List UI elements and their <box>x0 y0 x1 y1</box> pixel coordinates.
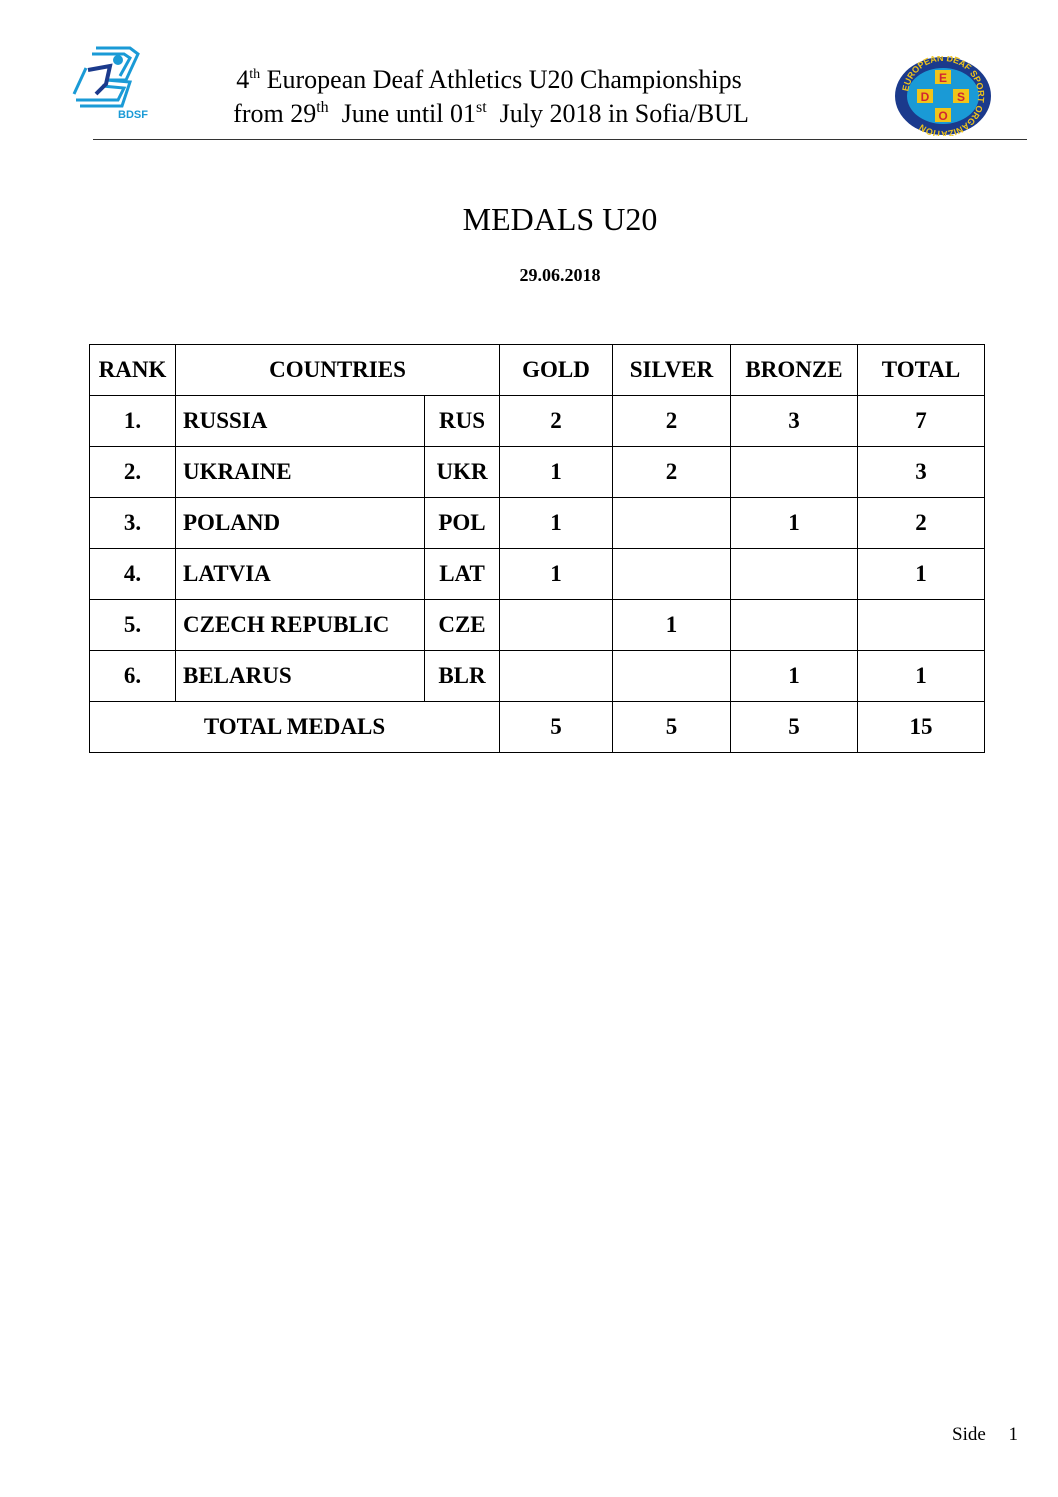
cell-gold: 1 <box>500 447 613 498</box>
totals-row <box>90 702 985 753</box>
cell-bronze: 1 <box>731 498 858 549</box>
cell-code: BLR <box>425 651 500 702</box>
cell-country: LATVIA <box>176 549 425 600</box>
cell-silver: 2 <box>613 396 731 447</box>
header-number: 4 <box>236 65 250 94</box>
cell-silver <box>613 549 731 600</box>
cell-rank: 6. <box>90 651 176 702</box>
header-dates-mid: June until 01 <box>328 99 476 128</box>
cell-total: 1 <box>858 549 985 600</box>
totals-silver: 5 <box>613 702 731 753</box>
cell-rank: 3. <box>90 498 176 549</box>
cell-country: BELARUS <box>176 651 425 702</box>
cell-total: 3 <box>858 447 985 498</box>
cell-bronze: 1 <box>731 651 858 702</box>
cell-total: 2 <box>858 498 985 549</box>
header-silver: SILVER <box>613 345 731 396</box>
totals-label: TOTAL MEDALS <box>90 702 500 753</box>
header-ordinal: th <box>249 67 261 82</box>
header-countries: COUNTRIES <box>176 345 500 396</box>
table-row <box>90 549 985 600</box>
header-line-1 <box>0 64 1018 96</box>
footer-page-number: 1 <box>1008 1424 1019 1445</box>
cell-silver <box>613 651 731 702</box>
page-title: MEDALS U20 <box>462 201 658 237</box>
edso-ring-text: EUROPEAN DEAF SPORT ORGANIZATION <box>900 56 987 136</box>
table-row <box>90 447 985 498</box>
cell-country: UKRAINE <box>176 447 425 498</box>
totals-gold: 5 <box>500 702 613 753</box>
cell-rank: 5. <box>90 600 176 651</box>
cell-bronze <box>731 447 858 498</box>
cell-gold: 1 <box>500 549 613 600</box>
table-row <box>90 396 985 447</box>
totals-total: 15 <box>858 702 985 753</box>
cell-silver: 1 <box>613 600 731 651</box>
cell-total: 1 <box>858 651 985 702</box>
cell-silver: 2 <box>613 447 731 498</box>
cell-total: 7 <box>858 396 985 447</box>
header-divider <box>93 139 1027 140</box>
page-date: 29.06.2018 <box>519 265 601 285</box>
cell-rank: 1. <box>90 396 176 447</box>
cell-gold <box>500 600 613 651</box>
cell-code: LAT <box>425 549 500 600</box>
header-total: TOTAL <box>858 345 985 396</box>
header-bronze: BRONZE <box>731 345 858 396</box>
totals-bronze: 5 <box>731 702 858 753</box>
header-line-2 <box>0 98 1020 130</box>
cell-rank: 2. <box>90 447 176 498</box>
edso-letter-o: O <box>938 109 948 123</box>
bdsf-logo-text: BDSF <box>118 109 148 121</box>
table-row <box>90 498 985 549</box>
cell-gold <box>500 651 613 702</box>
cell-bronze <box>731 600 858 651</box>
cell-bronze: 3 <box>731 396 858 447</box>
cell-gold: 1 <box>500 498 613 549</box>
header-dates-end: July 2018 in Sofia/BUL <box>486 99 749 128</box>
header-rank: RANK <box>90 345 176 396</box>
cell-code: POL <box>425 498 500 549</box>
cell-silver <box>613 498 731 549</box>
footer-label: Side <box>952 1424 986 1445</box>
page-footer <box>952 1424 1018 1446</box>
cell-country: CZECH REPUBLIC <box>176 600 425 651</box>
header-championship-name: European Deaf Athletics U20 Championships <box>260 65 742 94</box>
edso-letter-d: D <box>920 90 930 104</box>
header-gold: GOLD <box>500 345 613 396</box>
edso-letter-s: S <box>956 90 966 104</box>
table-row <box>90 651 985 702</box>
medals-table <box>89 344 985 753</box>
table-header-row <box>90 345 985 396</box>
cell-bronze <box>731 549 858 600</box>
edso-letter-e: E <box>938 71 948 85</box>
cell-country: RUSSIA <box>176 396 425 447</box>
cell-gold: 2 <box>500 396 613 447</box>
cell-code: RUS <box>425 396 500 447</box>
table-row <box>90 600 985 651</box>
header-dates-start: from 29 <box>233 99 317 128</box>
cell-rank: 4. <box>90 549 176 600</box>
cell-total <box>858 600 985 651</box>
cell-country: POLAND <box>176 498 425 549</box>
header-dates-sup1: th <box>316 99 329 116</box>
edso-logo <box>893 56 993 136</box>
cell-code: CZE <box>425 600 500 651</box>
header-dates-sup2: st <box>476 99 487 116</box>
cell-code: UKR <box>425 447 500 498</box>
